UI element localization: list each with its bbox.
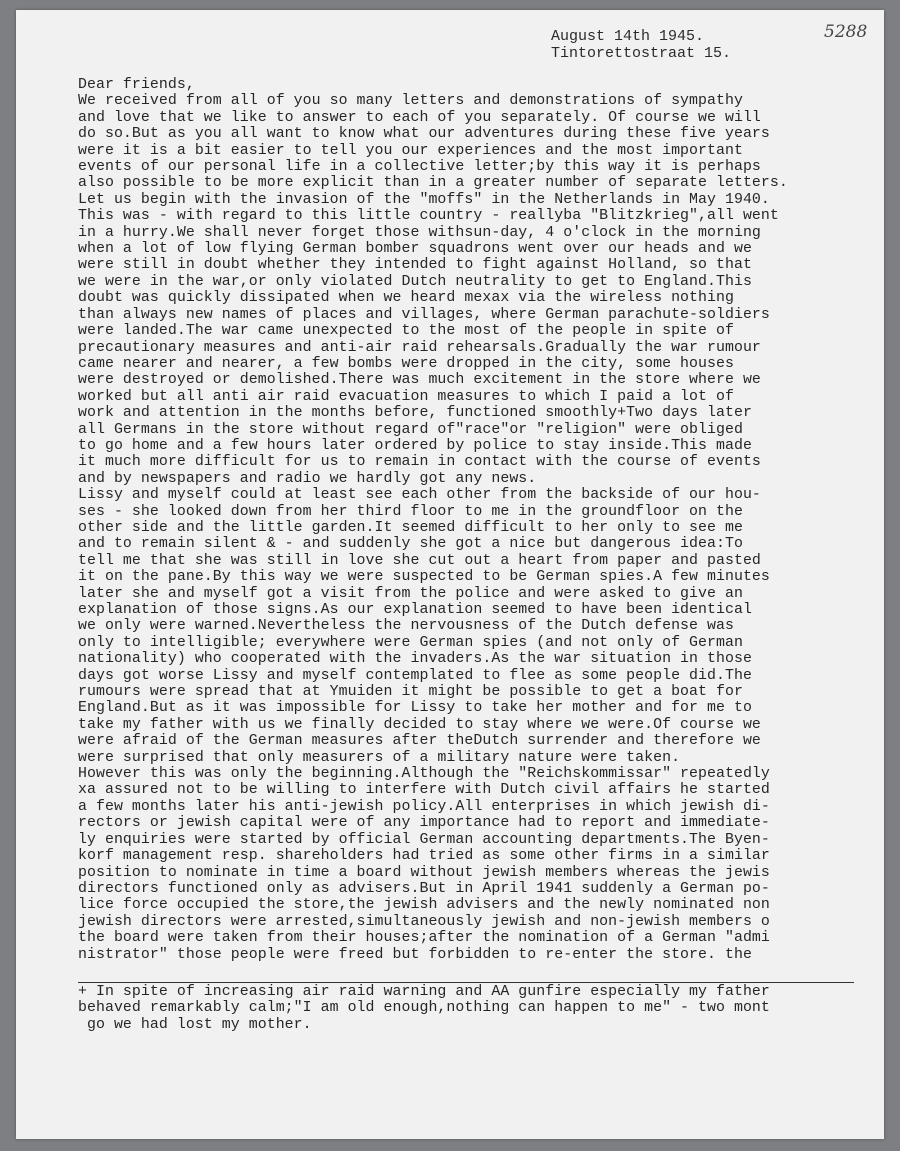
letter-address: Tintorettostraat 15. xyxy=(551,45,732,62)
text-line: take my father with us we finally decided to stay where we were.Of course we xyxy=(78,716,761,733)
text-line: This was - with regard to this little country - reallyba "Blitzkrieg",all went xyxy=(78,208,779,225)
archive-number: 5288 xyxy=(824,22,868,42)
text-line: However this was only the beginning.Although the "Reichskommissar" repeatedly xyxy=(78,766,770,783)
text-line: lice force occupied the store,the jewish advisers and the newly nominated non xyxy=(78,897,770,914)
text-line: worked but all anti air raid evacuation measures to which I paid a lot of xyxy=(78,388,734,405)
text-line: work and attention in the months before, functioned smoothly+Two days later xyxy=(78,405,752,422)
text-line: events of our personal life in a collective letter;by this way it is perhaps xyxy=(78,159,761,176)
text-line: England.But as it was impossible for Lissy to take her mother and for me to xyxy=(78,700,752,717)
text-line: only to intelligible; everywhere were German spies (and not only of German xyxy=(78,634,743,651)
text-line: than always new names of places and villages, where German parachute-soldiers xyxy=(78,306,770,323)
text-line: and to remain silent & - and suddenly she got a nice but dangerous idea:To xyxy=(78,536,743,553)
text-line: were destroyed or demolished.There was much excitement in the store where we xyxy=(78,372,761,389)
text-line: nationality) who cooperated with the invaders.As the war situation in those xyxy=(78,651,752,668)
text-line: other side and the little garden.It seemed difficult to her only to see me xyxy=(78,519,743,536)
text-line: were landed.The war came unexpected to the most of the people in spite of xyxy=(78,323,734,340)
text-line: it on the pane.By this way we were suspected to be German spies.A few minutes xyxy=(78,569,770,586)
text-line: we were in the war,or only violated Dutch neutrality to get to England.This xyxy=(78,273,752,290)
text-line: We received from all of you so many letters and demonstrations of sympathy xyxy=(78,93,743,110)
text-line: came nearer and nearer, a few bombs were dropped in the city, some houses xyxy=(78,355,734,372)
text-line: were it is a bit easier to tell you our experiences and the most important xyxy=(78,142,743,159)
text-line: jewish directors were arrested,simultaneously jewish and non-jewish members o xyxy=(78,913,770,930)
text-line: were surprised that only measurers of a military nature were taken. xyxy=(78,749,681,766)
letter-page xyxy=(16,10,884,1139)
footnote-line: + In spite of increasing air raid warning and AA gunfire especially my father xyxy=(78,984,770,1000)
text-line: ly enquiries were started by official German accounting departments.The Byen- xyxy=(78,831,770,848)
text-line: directors functioned only as advisers.But in April 1941 suddenly a German po- xyxy=(78,880,770,897)
text-line: nistrator" those people were freed but forbidden to re-enter the store. the xyxy=(78,946,752,963)
text-line: in a hurry.We shall never forget those withsun-day, 4 o'clock in the morning xyxy=(78,224,761,241)
letter-body xyxy=(78,77,788,963)
text-line: rumours were spread that at Ymuiden it might be possible to get a boat for xyxy=(78,684,743,701)
text-line: position to nominate in time a board without jewish members whereas the jewis xyxy=(78,864,770,881)
text-line: do so.But as you all want to know what our adventures during these five years xyxy=(78,126,770,143)
text-line: ses - she looked down from her third floor to me in the groundfloor on the xyxy=(78,503,743,520)
text-line: were afraid of the German measures after theDutch surrender and therefore we xyxy=(78,733,761,750)
footnote-line: go we had lost my mother. xyxy=(78,1016,312,1033)
text-line: also possible to be more explicit than in a greater number of separate letters. xyxy=(78,175,788,192)
text-line: Let us begin with the invasion of the "moffs" in the Netherlands in May 1940. xyxy=(78,191,770,208)
text-line: a few months later his anti-jewish policy.All enterprises in which jewish di- xyxy=(78,798,770,815)
text-line: later she and myself got a visit from the police and were asked to give an xyxy=(78,585,743,602)
text-line: Dear friends, xyxy=(78,77,195,93)
text-line: and love that we like to answer to each of you separately. Of course we will xyxy=(78,109,761,126)
text-line: rectors or jewish capital were of any importance had to report and immediate- xyxy=(78,815,770,832)
text-line: and by newspapers and radio we hardly got any news. xyxy=(78,470,537,487)
text-line: xa assured not to be willing to interfere with Dutch civil affairs he started xyxy=(78,782,770,799)
text-line: all Germans in the store without regard of"race"or "religion" were obliged xyxy=(78,421,743,438)
text-line: days got worse Lissy and myself contemplated to flee as some people did.The xyxy=(78,667,752,684)
text-line: explanation of those signs.As our explanation seemed to have been identical xyxy=(78,602,752,618)
text-line: tell me that she was still in love she cut out a heart from paper and pasted xyxy=(78,552,761,569)
text-line: when a lot of low flying German bomber squadrons went over our heads and we xyxy=(78,241,752,258)
text-line: korf management resp. shareholders had tried as some other firms in a similar xyxy=(78,848,770,865)
footnote-line: behaved remarkably calm;"I am old enough,nothing can happen to me" - two mont xyxy=(78,1000,770,1017)
text-line: were still in doubt whether they intended to fight against Holland, so that xyxy=(78,257,752,274)
text-line: it much more difficult for us to remain in contact with the course of events xyxy=(78,454,761,471)
text-line: to go home and a few hours later ordered by police to stay inside.This made xyxy=(78,437,752,454)
letter-date: August 14th 1945. xyxy=(551,28,705,45)
text-line: doubt was quickly dissipated when we heard mexax via the wireless nothing xyxy=(78,290,734,307)
footnote-divider xyxy=(78,982,854,983)
text-line: the board were taken from their houses;after the nomination of a German "admi xyxy=(78,930,770,947)
footnote xyxy=(78,984,770,1033)
text-line: we only were warned.Nevertheless the nervousness of the Dutch defense was xyxy=(78,618,734,635)
text-line: Lissy and myself could at least see each other from the backside of our hou- xyxy=(78,487,761,504)
text-line: precautionary measures and anti-air raid rehearsals.Gradually the war rumour xyxy=(78,339,761,356)
